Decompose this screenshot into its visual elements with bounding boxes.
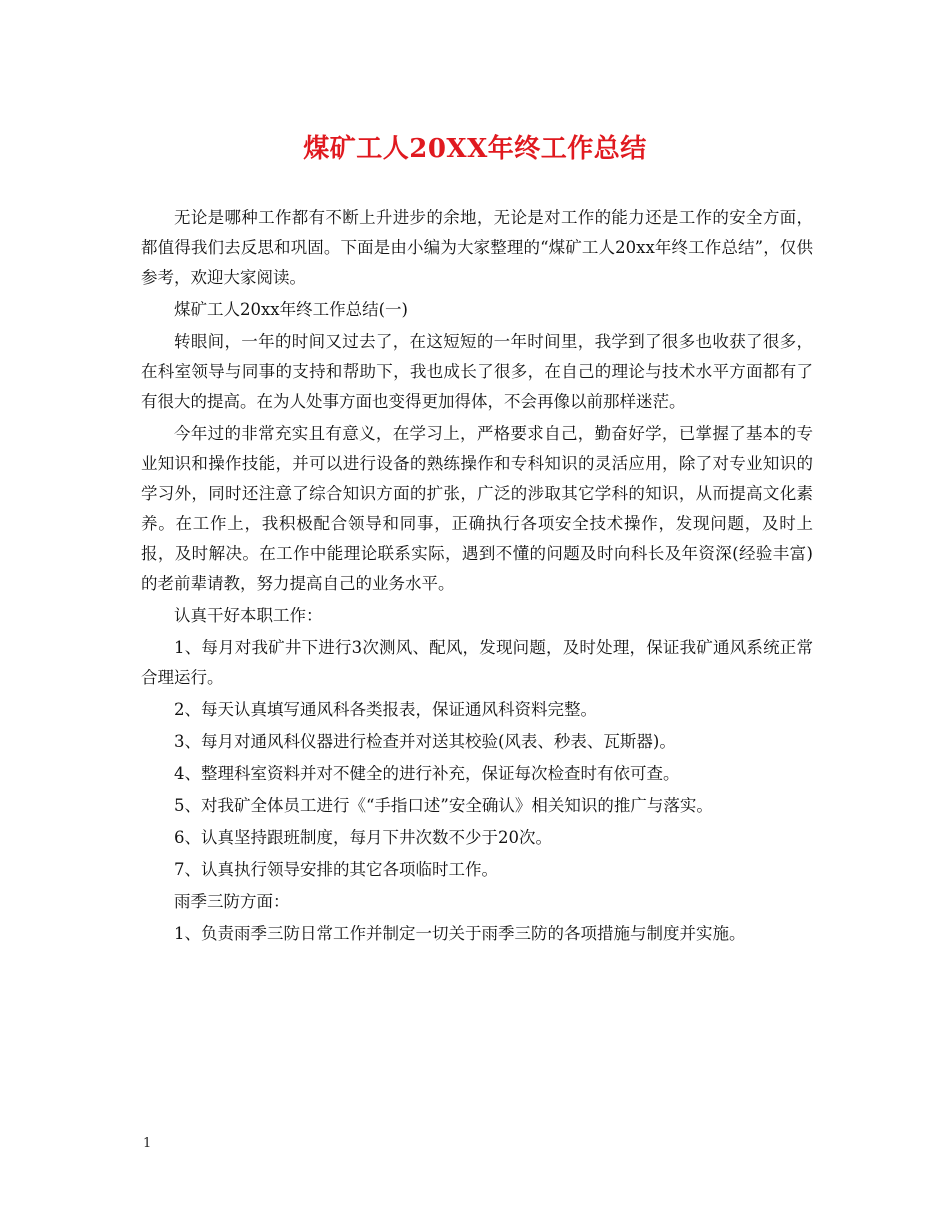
list-item: 4、整理科室资料并对不健全的进行补充，保证每次检查时有依可查。 bbox=[174, 764, 680, 783]
list-item: 2、每天认真填写通风科各类报表，保证通风科资料完整。 bbox=[174, 700, 597, 719]
document-title: 煤矿工人20XX年终工作总结 bbox=[303, 134, 647, 164]
paragraph-study: 今年过的非常充实且有意义，在学习上，严格要求自己，勤奋好学，已掌握了基本的专业知识和操作技能，并可以进行设备的熟练操作和专科知识的灵活应用，除了对专业知识的学习外，同时还注意了综合知识方面的扩张，广泛的涉取其它学科的知识，从而提高文化素养。在工作上，我积极配合领导和同事，正确执行各项安全技术操作，发现问题，及时上报，及时解决。在工作中能理论联系实际，遇到不懂的问题及时向科长及年资深(经验丰富)的老前辈请教，努力提高自己的业务水平。 bbox=[141, 424, 813, 593]
paragraph-intro: 无论是哪种工作都有不断上升进步的余地，无论是对工作的能力还是工作的安全方面，都值得我们去反思和巩固。下面是由小编为大家整理的“煤矿工人20xx年终工作总结”，仅供参考，欢迎大家阅读。 bbox=[141, 208, 813, 287]
list-item: 1、每月对我矿井下进行3次测风、配风，发现问题，及时处理，保证我矿通风系统正常合理运行。 bbox=[141, 638, 813, 687]
list-item: 5、对我矿全体员工进行《“手指口述”安全确认》相关知识的推广与落实。 bbox=[174, 796, 713, 815]
document-body bbox=[141, 203, 813, 951]
list-item: 1、负责雨季三防日常工作并制定一切关于雨季三防的各项措施与制度并实施。 bbox=[174, 924, 746, 943]
list-item: 7、认真执行领导安排的其它各项临时工作。 bbox=[174, 860, 498, 879]
list-item: 3、每月对通风科仪器进行检查并对送其校验(风表、秒表、瓦斯器)。 bbox=[174, 732, 676, 751]
page-number: 1 bbox=[143, 1136, 152, 1151]
list-item: 6、认真坚持跟班制度，每月下井次数不少于20次。 bbox=[174, 828, 552, 847]
subheading-rainy-season: 雨季三防方面： bbox=[174, 892, 290, 911]
section-heading-1: 煤矿工人20xx年终工作总结(一) bbox=[174, 300, 408, 319]
paragraph-review: 转眼间，一年的时间又过去了，在这短短的一年时间里，我学到了很多也收获了很多，在科室领导与同事的支持和帮助下，我也成长了很多，在自己的理论与技术水平方面都有了有很大的提高。在为人处事方面也变得更加得体，不会再像以前那样迷茫。 bbox=[141, 332, 813, 411]
subheading-duties: 认真干好本职工作： bbox=[174, 606, 323, 625]
